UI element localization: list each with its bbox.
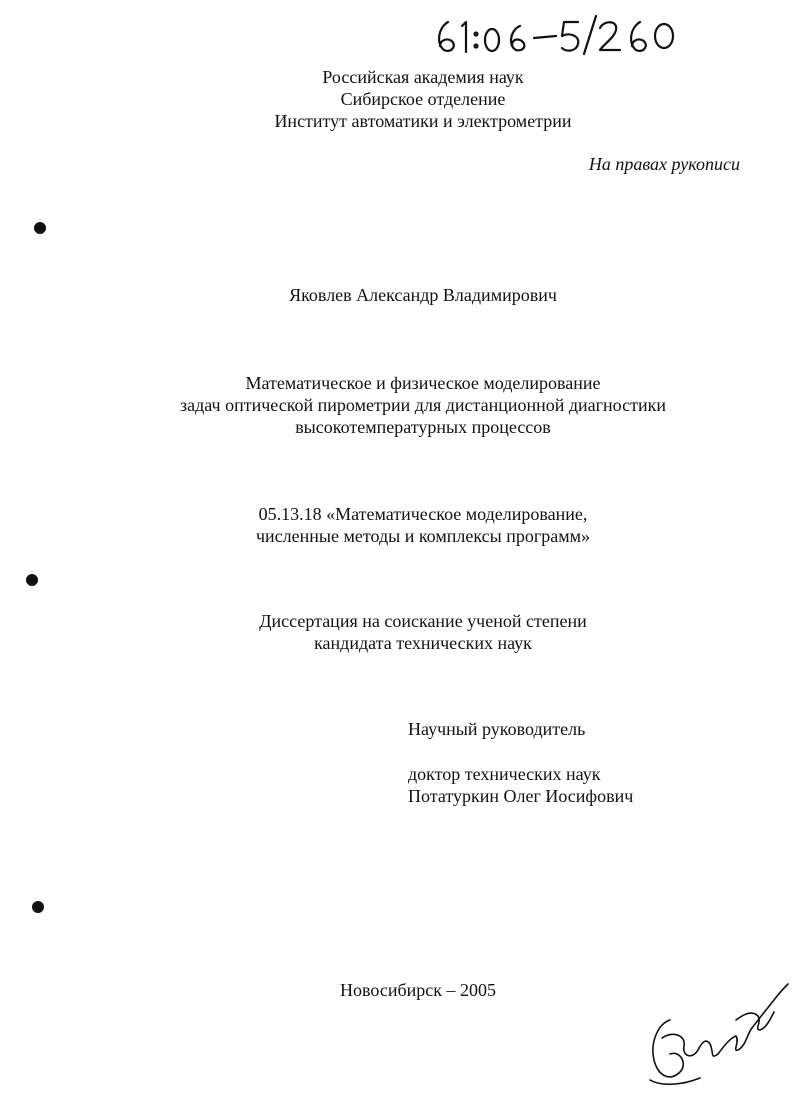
title-line-3: высокотемпературных процессов xyxy=(295,417,551,437)
supervisor-name: Потатуркин Олег Иосифович xyxy=(408,786,634,806)
handwritten-archive-code xyxy=(430,10,680,58)
punch-hole-mark xyxy=(26,574,38,586)
organization-line-2: Сибирское отделение xyxy=(340,89,506,109)
dissertation-title xyxy=(0,372,796,438)
organization-line-3: Институт автоматики и электрометрии xyxy=(274,111,572,131)
punch-hole-mark xyxy=(34,222,46,234)
handwritten-signature xyxy=(640,980,790,1090)
title-line-1: Математическое и физическое моделирование xyxy=(245,373,601,393)
title-line-2: задач оптической пирометрии для дистанционной диагностики xyxy=(180,395,666,415)
supervisor-label: Научный руководитель xyxy=(408,719,586,739)
specialty-block xyxy=(0,503,796,547)
manuscript-note: На правах рукописи xyxy=(588,154,740,174)
degree-line-2: кандидата технических наук xyxy=(314,633,532,653)
punch-hole-mark xyxy=(32,901,44,913)
degree-block xyxy=(0,610,796,654)
specialty-line-2: численные методы и комплексы программ» xyxy=(255,526,591,546)
organization-line-1: Российская академия наук xyxy=(322,67,524,87)
specialty-line-1: 05.13.18 «Математическое моделирование, xyxy=(258,504,588,524)
organization-header xyxy=(0,66,796,132)
author-name xyxy=(0,284,796,306)
supervisor-degree: доктор технических наук xyxy=(408,764,601,784)
degree-line-1: Диссертация на соискание ученой степени xyxy=(259,611,587,631)
author-name-text: Яковлев Александр Владимирович xyxy=(289,285,557,305)
city-year-text: Новосибирск – 2005 xyxy=(340,980,496,1000)
